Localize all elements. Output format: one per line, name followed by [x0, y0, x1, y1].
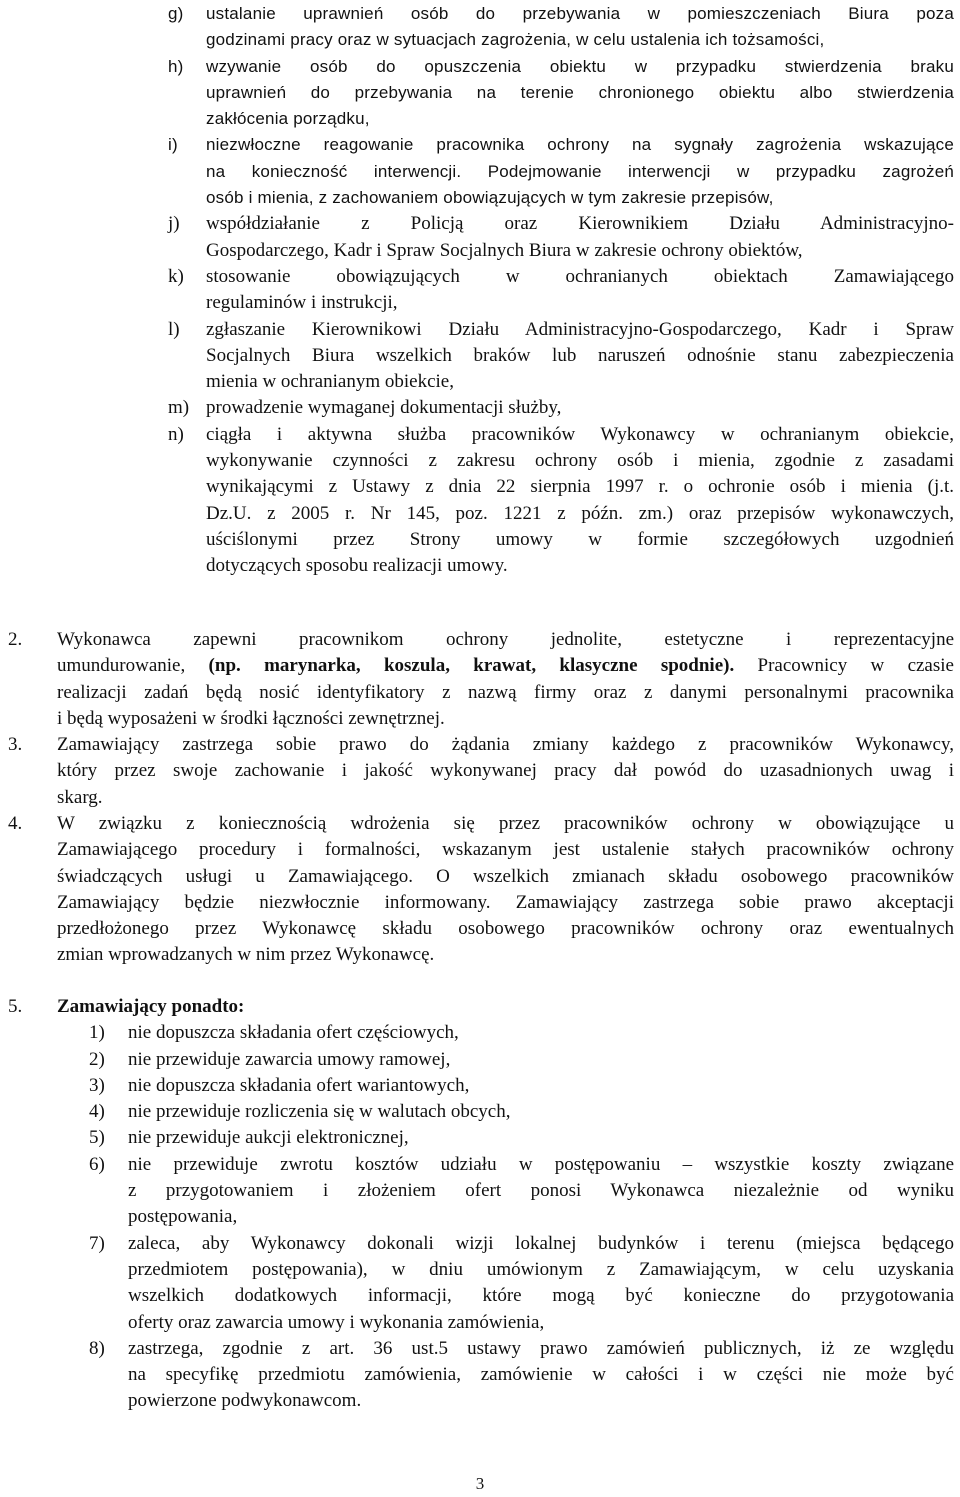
list-item — [0, 132, 960, 211]
text-line: współdziałanie z Policją oraz Kierownikiem Działu Administracyjno- — [206, 213, 954, 235]
text-line: zastrzega, zgodnie z art. 36 ust.5 ustawy prawo zamówień publicznych, iż ze względu — [128, 1337, 954, 1359]
text-line: wzywanie osób do opuszczenia obiektu w przypadku stwierdzenia braku — [206, 56, 954, 76]
text-line: na specyfikę przedmiotu zamówienia, zamówienie w całości i w części nie może być — [128, 1364, 954, 1386]
list-marker: k) — [168, 265, 184, 287]
paragraph-3 — [0, 732, 960, 811]
text-line: wynikającymi z Ustawy z dnia 22 sierpnia 1997 r. o ochronie osób i mienia (j.t. — [206, 476, 954, 498]
numbered-item — [0, 1152, 960, 1231]
text-line: zmian wprowadzanych w nim przez Wykonawcę. — [57, 944, 435, 966]
item-marker: 4) — [89, 1101, 105, 1123]
text-line: mienia w ochranianym obiekcie, — [206, 371, 454, 393]
text-line: Zamawiający będzie niezwłocznie informowany. Zamawiający zastrzega sobie prawo akceptacji — [57, 891, 954, 913]
paragraph-number: 4. — [8, 813, 23, 834]
text-line: wykonywanie czynności z zakresu ochrony osób i mienia, zgodnie z zasadami — [206, 450, 954, 472]
text-line: powierzone podwykonawcom. — [128, 1390, 362, 1412]
text-line: godzinami pracy oraz w sytuacjach zagrożenia, w celu ustalenia ich tożsamości, — [206, 30, 825, 50]
section-heading: Zamawiający ponadto: — [57, 996, 245, 1017]
numbered-item — [0, 1020, 960, 1046]
text-line: stosowanie obowiązujących w ochranianych obiektach Zamawiającego — [206, 265, 954, 287]
text-line: Gospodarczego, Kadr i Spraw Socjalnych Biura w zakresie ochrony obiektów, — [206, 239, 803, 261]
text-line: i będą wyposażeni w środki łączności zewnętrznej. — [57, 707, 445, 729]
text-line: ciągła i aktywna służba pracowników Wykonawcy w ochranianym obiekcie, — [206, 423, 954, 445]
text-line: oferty oraz zawarcia umowy i wykonania zamówienia, — [128, 1311, 545, 1333]
list-marker: m) — [168, 397, 190, 419]
text-line: na konieczność interwencji. Podejmowanie interwencji w przypadku zagrożeń — [206, 161, 954, 181]
list-marker: n) — [168, 423, 184, 445]
text-line: przedmiotem postępowania), w dniu umówionym z Zamawiającym, w celu uzyskania — [128, 1258, 954, 1280]
numbered-item — [0, 1336, 960, 1415]
text-line: W związku z koniecznością wdrożenia się przez pracowników ochrony w obowiązujące u — [57, 813, 954, 834]
list-marker: l) — [168, 318, 180, 340]
text-line: regulaminów i instrukcji, — [206, 292, 398, 314]
numbered-item — [0, 1073, 960, 1099]
item-marker: 2) — [89, 1048, 105, 1070]
text-line: zakłócenia porządku, — [206, 109, 370, 129]
text-line: świadczących usługi u Zamawiającego. O wszelkich zmianach składu osobowego pracowników — [57, 865, 954, 887]
list-item — [0, 395, 960, 421]
list-item — [0, 422, 960, 580]
list-item — [0, 317, 960, 396]
text-line: z przygotowaniem i złożeniem ofert ponosi Wykonawca niezależnie od wyniku — [128, 1180, 954, 1202]
item-marker: 5) — [89, 1127, 105, 1149]
numbered-item — [0, 1099, 960, 1125]
paragraph-number: 5. — [8, 996, 23, 1017]
text-line: uprawnień do przebywania na terenie chronionego obiektu albo stwierdzenia — [206, 82, 954, 102]
text-line: nie dopuszcza składania ofert wariantowych, — [128, 1074, 470, 1096]
paragraph-5 — [0, 994, 960, 1415]
text-line: Wykonawca zapewni pracownikom ochrony jednolite, estetyczne i reprezentacyjne — [57, 629, 954, 650]
text-line: dotyczących sposobu realizacji umowy. — [206, 555, 508, 577]
text-line: postępowania, — [128, 1206, 238, 1228]
list-marker: h) — [168, 56, 184, 76]
list-item — [0, 1, 960, 54]
text-line: nie przewiduje aukcji elektronicznej, — [128, 1127, 409, 1149]
text-line: Socjalnych Biura wszelkich braków lub naruszeń odnośnie stanu zabezpieczenia — [206, 344, 954, 366]
paragraph-number: 3. — [8, 734, 23, 755]
text-line: skarg. — [57, 786, 103, 808]
item-marker: 1) — [89, 1022, 105, 1044]
page-number: 3 — [475, 1474, 485, 1493]
text-line: prowadzenie wymaganej dokumentacji służby, — [206, 397, 562, 419]
text-line: Dz.U. z 2005 r. Nr 145, poz. 1221 z późn. zm.) oraz przepisów wykonawczych, — [206, 502, 954, 524]
paragraph-4 — [0, 811, 960, 969]
numbered-item — [0, 1047, 960, 1073]
item-marker: 3) — [89, 1074, 105, 1096]
bold-example: (np. marynarka, koszula, krawat, klasyczne spodnie). — [208, 655, 735, 677]
text-line: realizacji zadań będą nosić identyfikatory z nazwą firmy oraz z danymi personalnymi pracownika — [57, 681, 954, 703]
paragraph-number: 2. — [8, 629, 23, 650]
text-line: który przez swoje zachowanie i jakość wykonywanej pracy dał powód do uzasadnionych uwag i — [57, 760, 954, 782]
text-line: przedłożonego przez Wykonawcę składu osobowego pracowników ochrony oraz ewentualnych — [57, 918, 954, 940]
list-item — [0, 211, 960, 264]
text-line: wszelkich dodatkowych informacji, które mogą być konieczne do przygotowania — [128, 1285, 954, 1307]
text-line: Zamawiającego procedury i formalności, wskazanym jest ustalenie stałych pracowników ochrony — [57, 839, 954, 861]
list-marker: g) — [168, 4, 184, 23]
list-marker: i) — [168, 135, 178, 155]
text-line: zgłaszanie Kierownikowi Działu Administracyjno-Gospodarczego, Kadr i Spraw — [206, 318, 954, 340]
paragraph-2 — [0, 627, 960, 732]
item-marker: 6) — [89, 1153, 105, 1175]
text-line: Zamawiający zastrzega sobie prawo do żądania zmiany każdego z pracowników Wykonawcy, — [57, 734, 954, 755]
text-line: nie przewiduje zwrotu kosztów udziału w postępowaniu – wszystkie koszty związane — [128, 1153, 954, 1175]
text-line: ustalanie uprawnień osób do przebywania w pomieszczeniach Biura poza — [206, 4, 954, 23]
text-line: nie przewiduje rozliczenia się w walutach obcych, — [128, 1101, 511, 1123]
text-line: nie dopuszcza składania ofert częściowych, — [128, 1022, 459, 1044]
text-line: zaleca, aby Wykonawcy dokonali wizji lokalnej budynków i terenu (miejsca będącego — [128, 1232, 954, 1254]
letter-list — [0, 1, 960, 580]
item-marker: 7) — [89, 1232, 105, 1254]
text-line: umundurowanie, (np. marynarka, koszula, krawat, klasyczne spodnie). Pracownicy w czasie — [57, 655, 954, 677]
list-item — [0, 54, 960, 133]
text-line: uściślonymi przez Strony umowy w formie szczegółowych uzgodnień — [206, 528, 954, 550]
text-line: nie przewiduje zawarcia umowy ramowej, — [128, 1048, 451, 1070]
text-line: niezwłoczne reagowanie pracownika ochrony na sygnały zagrożenia wskazujące — [206, 135, 954, 155]
numbered-item — [0, 1231, 960, 1336]
list-marker: j) — [168, 213, 180, 235]
list-item — [0, 264, 960, 317]
item-marker: 8) — [89, 1337, 105, 1359]
text-line: osób i mienia, z zachowaniem obowiązujących w tym zakresie przepisów, — [206, 188, 774, 208]
numbered-item — [0, 1125, 960, 1151]
